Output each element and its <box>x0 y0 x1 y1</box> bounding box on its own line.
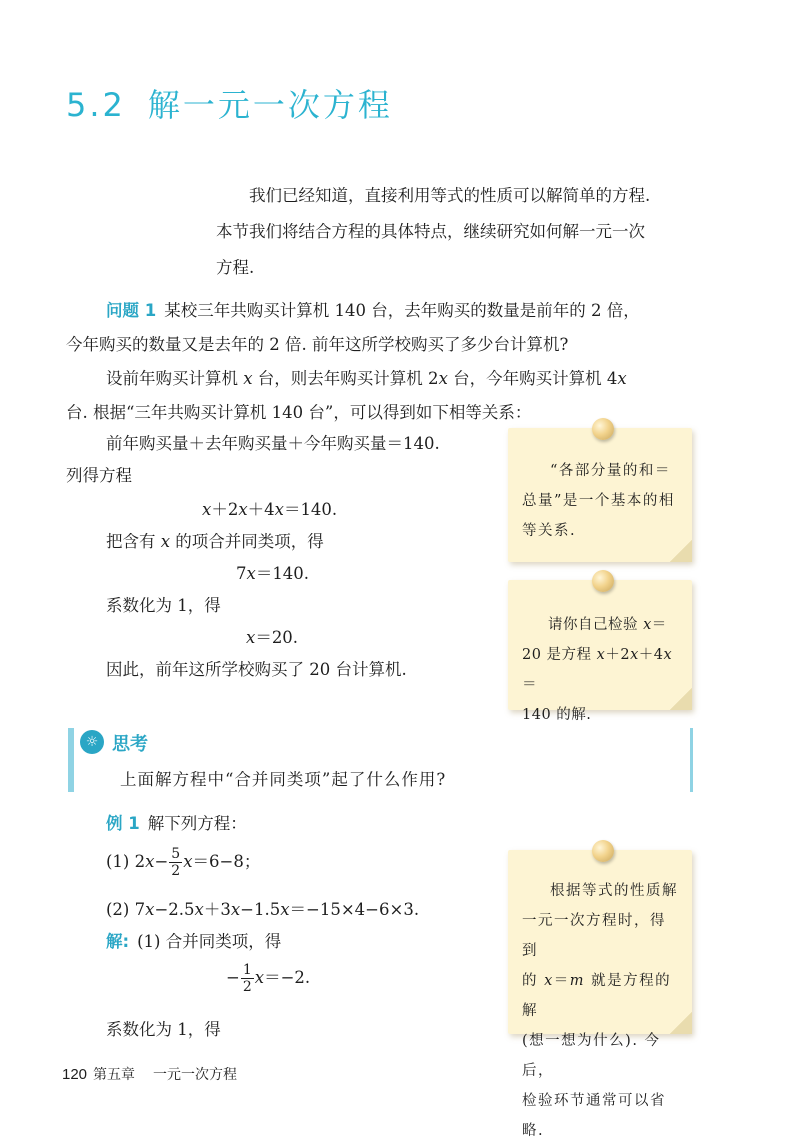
var-x: x <box>274 500 284 519</box>
think-title: 思考 <box>112 734 148 755</box>
var-x: x <box>145 852 155 871</box>
var-m: m <box>569 973 586 989</box>
ex2-c: −1.5 <box>240 900 281 919</box>
example-part-2 <box>106 896 419 920</box>
note2-text: ＋4 <box>638 647 664 663</box>
ex1-rhs: ＝6−8； <box>192 852 261 871</box>
eq2-a: 7 <box>236 564 247 583</box>
section-number: 5.2 <box>66 86 126 124</box>
think-right-bar <box>690 728 693 792</box>
var-x: x <box>596 647 606 663</box>
var-x: x <box>438 369 448 388</box>
equation-2 <box>236 560 309 584</box>
example-text: 解下列方程： <box>147 814 247 833</box>
problem-label: 问题 1 <box>106 301 157 320</box>
sticky-note-3 <box>508 850 692 1139</box>
pushpin-icon <box>592 570 614 592</box>
ex2-rhs: ＝−15×4−6×3. <box>289 900 420 919</box>
sticky-note-1 <box>508 428 692 562</box>
note2-line-3: 140 的解. <box>522 707 592 723</box>
var-x: x <box>246 564 256 583</box>
fraction <box>169 846 182 879</box>
relation-line: 前年购买量＋去年购买量＋今年购买量＝140. <box>106 434 440 453</box>
note2-text: ＝ <box>522 677 537 693</box>
example-label: 例 1 <box>106 814 140 833</box>
note3-text: 就是方程的解 <box>522 973 672 1019</box>
setup-text-a: 设前年购买计算机 <box>106 369 244 388</box>
fraction <box>241 962 254 995</box>
fraction-denominator: 2 <box>171 863 181 879</box>
var-x: x <box>617 369 627 388</box>
solution-label: 解: <box>106 932 130 951</box>
var-x: x <box>183 852 193 871</box>
var-x: x <box>194 900 204 919</box>
var-x: x <box>663 647 673 663</box>
page-footer <box>62 1064 237 1084</box>
intro-paragraph <box>216 178 702 286</box>
note1-line-2: 总量”是一个基本的相 <box>522 493 675 509</box>
page-number: 120 <box>62 1066 88 1083</box>
solution-equation <box>226 962 310 995</box>
note2-text: ＋2 <box>605 647 631 663</box>
intro-line-3: 方程. <box>216 258 255 277</box>
solution-line <box>106 928 281 952</box>
var-x: x <box>202 500 212 519</box>
var-x: x <box>145 900 155 919</box>
fraction-denominator: 2 <box>242 979 252 995</box>
var-x: x <box>246 628 256 647</box>
solution-text: (1) 合并同类项，得 <box>137 932 282 951</box>
problem-line-1: 某校三年共购买计算机 140 台，去年购买的数量是前年的 2 倍， <box>164 301 640 320</box>
pushpin-icon <box>592 840 614 862</box>
note2-eq: ＝ <box>651 617 667 633</box>
section-title-text: 解一元一次方程 <box>147 86 393 124</box>
chapter-label: 第五章 <box>93 1067 136 1083</box>
problem-1 <box>66 294 698 362</box>
var-x: x <box>630 647 639 663</box>
note2-line-1 <box>522 610 678 640</box>
eq1-a: ＋2 <box>211 500 239 519</box>
pushpin-icon <box>592 418 614 440</box>
intro-line-2: 本节我们将结合方程的具体特点，继续研究如何解一元一次 <box>216 222 645 241</box>
note3-line-2: 一元一次方程时，得到 <box>522 913 666 959</box>
var-x: x <box>280 900 290 919</box>
problem-line-2: 今年购买的数量又是去年的 2 倍. 前年这所学校购买了多少台计算机? <box>66 335 569 354</box>
intro-line-1: 我们已经知道，直接利用等式的性质可以解简单的方程. <box>249 186 651 205</box>
sol-minus: − <box>226 968 240 987</box>
lightbulb-icon: ☼ <box>80 730 104 754</box>
var-x: x <box>243 369 253 388</box>
note1-line-1: “各部分量的和＝ <box>550 463 671 479</box>
combine-a: 把含有 <box>106 532 161 551</box>
eq3-b: ＝20. <box>255 628 299 647</box>
note2-text: 20 是方程 <box>522 647 597 663</box>
example-1 <box>106 810 247 834</box>
ex1-minus: − <box>154 852 169 871</box>
note2-line-2 <box>522 640 678 700</box>
listed-label: 列得方程 <box>66 466 132 485</box>
ex2-prefix: (2) 7 <box>106 900 146 919</box>
eq1-c: ＝140. <box>283 500 338 519</box>
var-x: x <box>230 900 241 919</box>
solution-coef-line: 系数化为 1，得 <box>106 1020 221 1039</box>
coef-line: 系数化为 1，得 <box>106 596 221 615</box>
note3-line-4: (想一想为什么). 今后， <box>522 1033 661 1079</box>
fraction-numerator: 1 <box>242 962 252 978</box>
section-title <box>66 80 393 126</box>
var-x: x <box>643 617 652 633</box>
note3-line-1: 根据等式的性质解 <box>550 883 678 899</box>
equation-3 <box>246 624 298 648</box>
eq2-b: ＝140. <box>255 564 310 583</box>
note1-line-3: 等关系. <box>522 523 577 539</box>
fraction-numerator: 5 <box>171 846 181 862</box>
chapter-title: 一元一次方程 <box>153 1067 238 1083</box>
equation-1 <box>202 496 337 520</box>
note3-text: 的 <box>522 973 545 989</box>
ex2-a: −2.5 <box>154 900 195 919</box>
think-text: 上面解方程中“合并同类项”起了什么作用? <box>120 770 447 789</box>
var-x: x <box>160 532 171 551</box>
sticky-note-2 <box>508 580 692 723</box>
sol-rhs: ＝−2. <box>264 968 311 987</box>
var-x: x <box>544 973 554 989</box>
setup-line-2: 台. 根据“三年共购买计算机 140 台”，可以得到如下相等关系： <box>66 403 532 422</box>
ex1-prefix: (1) 2 <box>106 852 146 871</box>
setup-text-b: 台，则去年购买计算机 2 <box>252 369 439 388</box>
think-left-bar <box>68 728 74 792</box>
var-x: x <box>254 968 265 987</box>
combine-line <box>106 528 324 552</box>
note3-line-5: 检验环节通常可以省略. <box>522 1093 666 1139</box>
example-part-1 <box>106 846 260 879</box>
note2-text: 请你自己检验 <box>548 617 644 633</box>
conclusion-line: 因此，前年这所学校购买了 20 台计算机. <box>106 660 407 679</box>
var-x: x <box>238 500 248 519</box>
ex2-b: ＋3 <box>203 900 231 919</box>
setup-text-c: 台，今年购买计算机 4 <box>447 369 618 388</box>
eq1-b: ＋4 <box>247 500 275 519</box>
note3-line-3: 的 x＝m 就是方程的解 <box>522 973 672 1019</box>
combine-b: 的项合并同类项，得 <box>170 532 324 551</box>
